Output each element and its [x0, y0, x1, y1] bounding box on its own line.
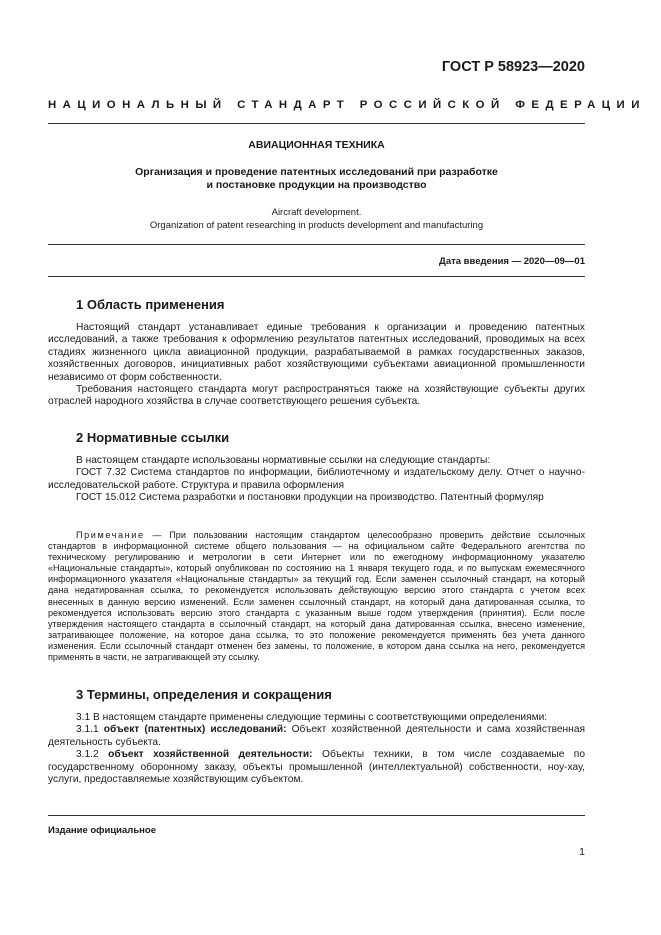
title-rule: [48, 244, 585, 245]
national-standard-banner: НАЦИОНАЛЬНЫЙ СТАНДАРТ РОССИЙСКОЙ ФЕДЕРАЦИИ: [48, 99, 646, 111]
subtitle-line-1: Организация и проведение патентных исследований при разработке: [135, 166, 498, 178]
section-1-paragraph-1: Настоящий стандарт устанавливает единые требования к организации и проведению патентных исследований, а также требования к оформлению результатов патентных исследований, проводимых на всех стадиях жизненного цикла авиационной продукции, разрабатываемой в рамках государственных заказов, хозяйственных договоров, инициативных работ хозяйствующими субъектами авиационной промышленности независимо от форм собственности.: [48, 322, 585, 383]
section-3-body: [48, 712, 585, 786]
section-2-heading: 2 Нормативные ссылки: [76, 430, 230, 445]
term-3-1-1-definition: Объект хозяйственной деятельности и сама хозяйственная деятельность субъекта.: [48, 724, 585, 748]
section-2-body: [48, 455, 585, 505]
english-title-line-1: Aircraft development.: [271, 207, 362, 218]
note-label: Примечание: [76, 530, 145, 540]
term-3-1-2: [48, 749, 585, 786]
term-3-1-1-number: 3.1.1: [76, 724, 104, 736]
english-title: [48, 207, 585, 232]
document-subtitle: [48, 166, 585, 192]
standard-code: ГОСТ Р 58923—2020: [441, 59, 585, 75]
term-3-1-2-definition: Объекты техники, в том числе создаваемые по государственному оборонному заказу, объекты промышленной (интеллектуальной) собственности, ноу-хау, услуги, предоставляемые хозяйствующим субъектом.: [48, 749, 585, 786]
header-rule: [48, 123, 585, 124]
term-3-1-1-term: объект (патентных) исследований:: [103, 724, 287, 736]
term-3-1-1: [48, 724, 585, 749]
page-number: 1: [579, 846, 585, 858]
section-2-reference-gost-7-32: ГОСТ 7.32 Система стандартов по информации, библиотечному и издательскому делу. Отчет о научно-исследовательской работе. Структура и правила оформления: [48, 467, 585, 491]
document-title: АВИАЦИОННАЯ ТЕХНИКА: [248, 139, 385, 151]
english-title-line-2: Organization of patent researching in products development and manufacturing: [149, 219, 484, 231]
section-2-reference-gost-15-012: ГОСТ 15.012 Система разработки и постановки продукции на производство. Патентный формуляр: [76, 492, 544, 504]
section-3-heading: 3 Термины, определения и сокращения: [76, 687, 332, 702]
section-2-note: [48, 530, 585, 663]
introduction-date: Дата введения — 2020—09—01: [439, 256, 585, 267]
date-rule: [48, 276, 585, 277]
note-paragraph: [48, 530, 585, 663]
section-1-paragraph-2: Требования настоящего стандарта могут распространяться также на хозяйствующие субъекты других отраслей народного хозяйства в случае соответствующего решения субъекта.: [48, 384, 585, 408]
note-text: — При пользовании настоящим стандартом целесообразно проверить действие ссылочных стандартов в информационной системе общего пользования — на официальном сайте Федерального агентства по техническому регулированию и метрологии в сети Интернет или по ежегодному информационному указателю «Национальные стандарты», который опубликован по состоянию на 1 января текущего года, и по выпускам ежемесячного информационного указателя «Национальные стандарты» за текущий год. Если заменен ссылочный стандарт, на который дана недатированная ссылка, то рекомендуется использовать действующую версию этого стандарта с учетом всех внесенных в данную версию изменений. Если заменен ссылочный стандарт, на который дана датированная ссылка, то рекомендуется использовать версию этого стандарта с указанным выше годом утверждения (принятия). Если после утверждения настоящего стандарта в ссылочный стандарт, на который дана датированная ссылка, внесено изменение, затрагивающее положение, на которое дана ссылка, то это положение рекомендуется применять без учета данного изменения. Если ссылочный стандарт отменен без замены, то положение, в котором дана ссылка на него, рекомендуется применять в части, не затрагивающей эту ссылку.: [48, 530, 585, 663]
section-2-paragraph-1: В настоящем стандарте использованы нормативные ссылки на следующие стандарты:: [76, 455, 491, 466]
subtitle-line-2: и постановке продукции на производство: [206, 179, 427, 191]
official-edition-label: Издание официальное: [48, 825, 156, 836]
section-1-body: [48, 322, 585, 409]
term-3-1-2-term: объект хозяйственной деятельности:: [108, 749, 313, 761]
term-3-1-2-number: 3.1.2: [76, 749, 109, 761]
footer-rule: [48, 815, 585, 816]
section-3-paragraph-1: 3.1 В настоящем стандарте применены следующие термины с соответствующими определениями:: [76, 712, 548, 723]
section-1-heading: 1 Область применения: [76, 297, 225, 312]
